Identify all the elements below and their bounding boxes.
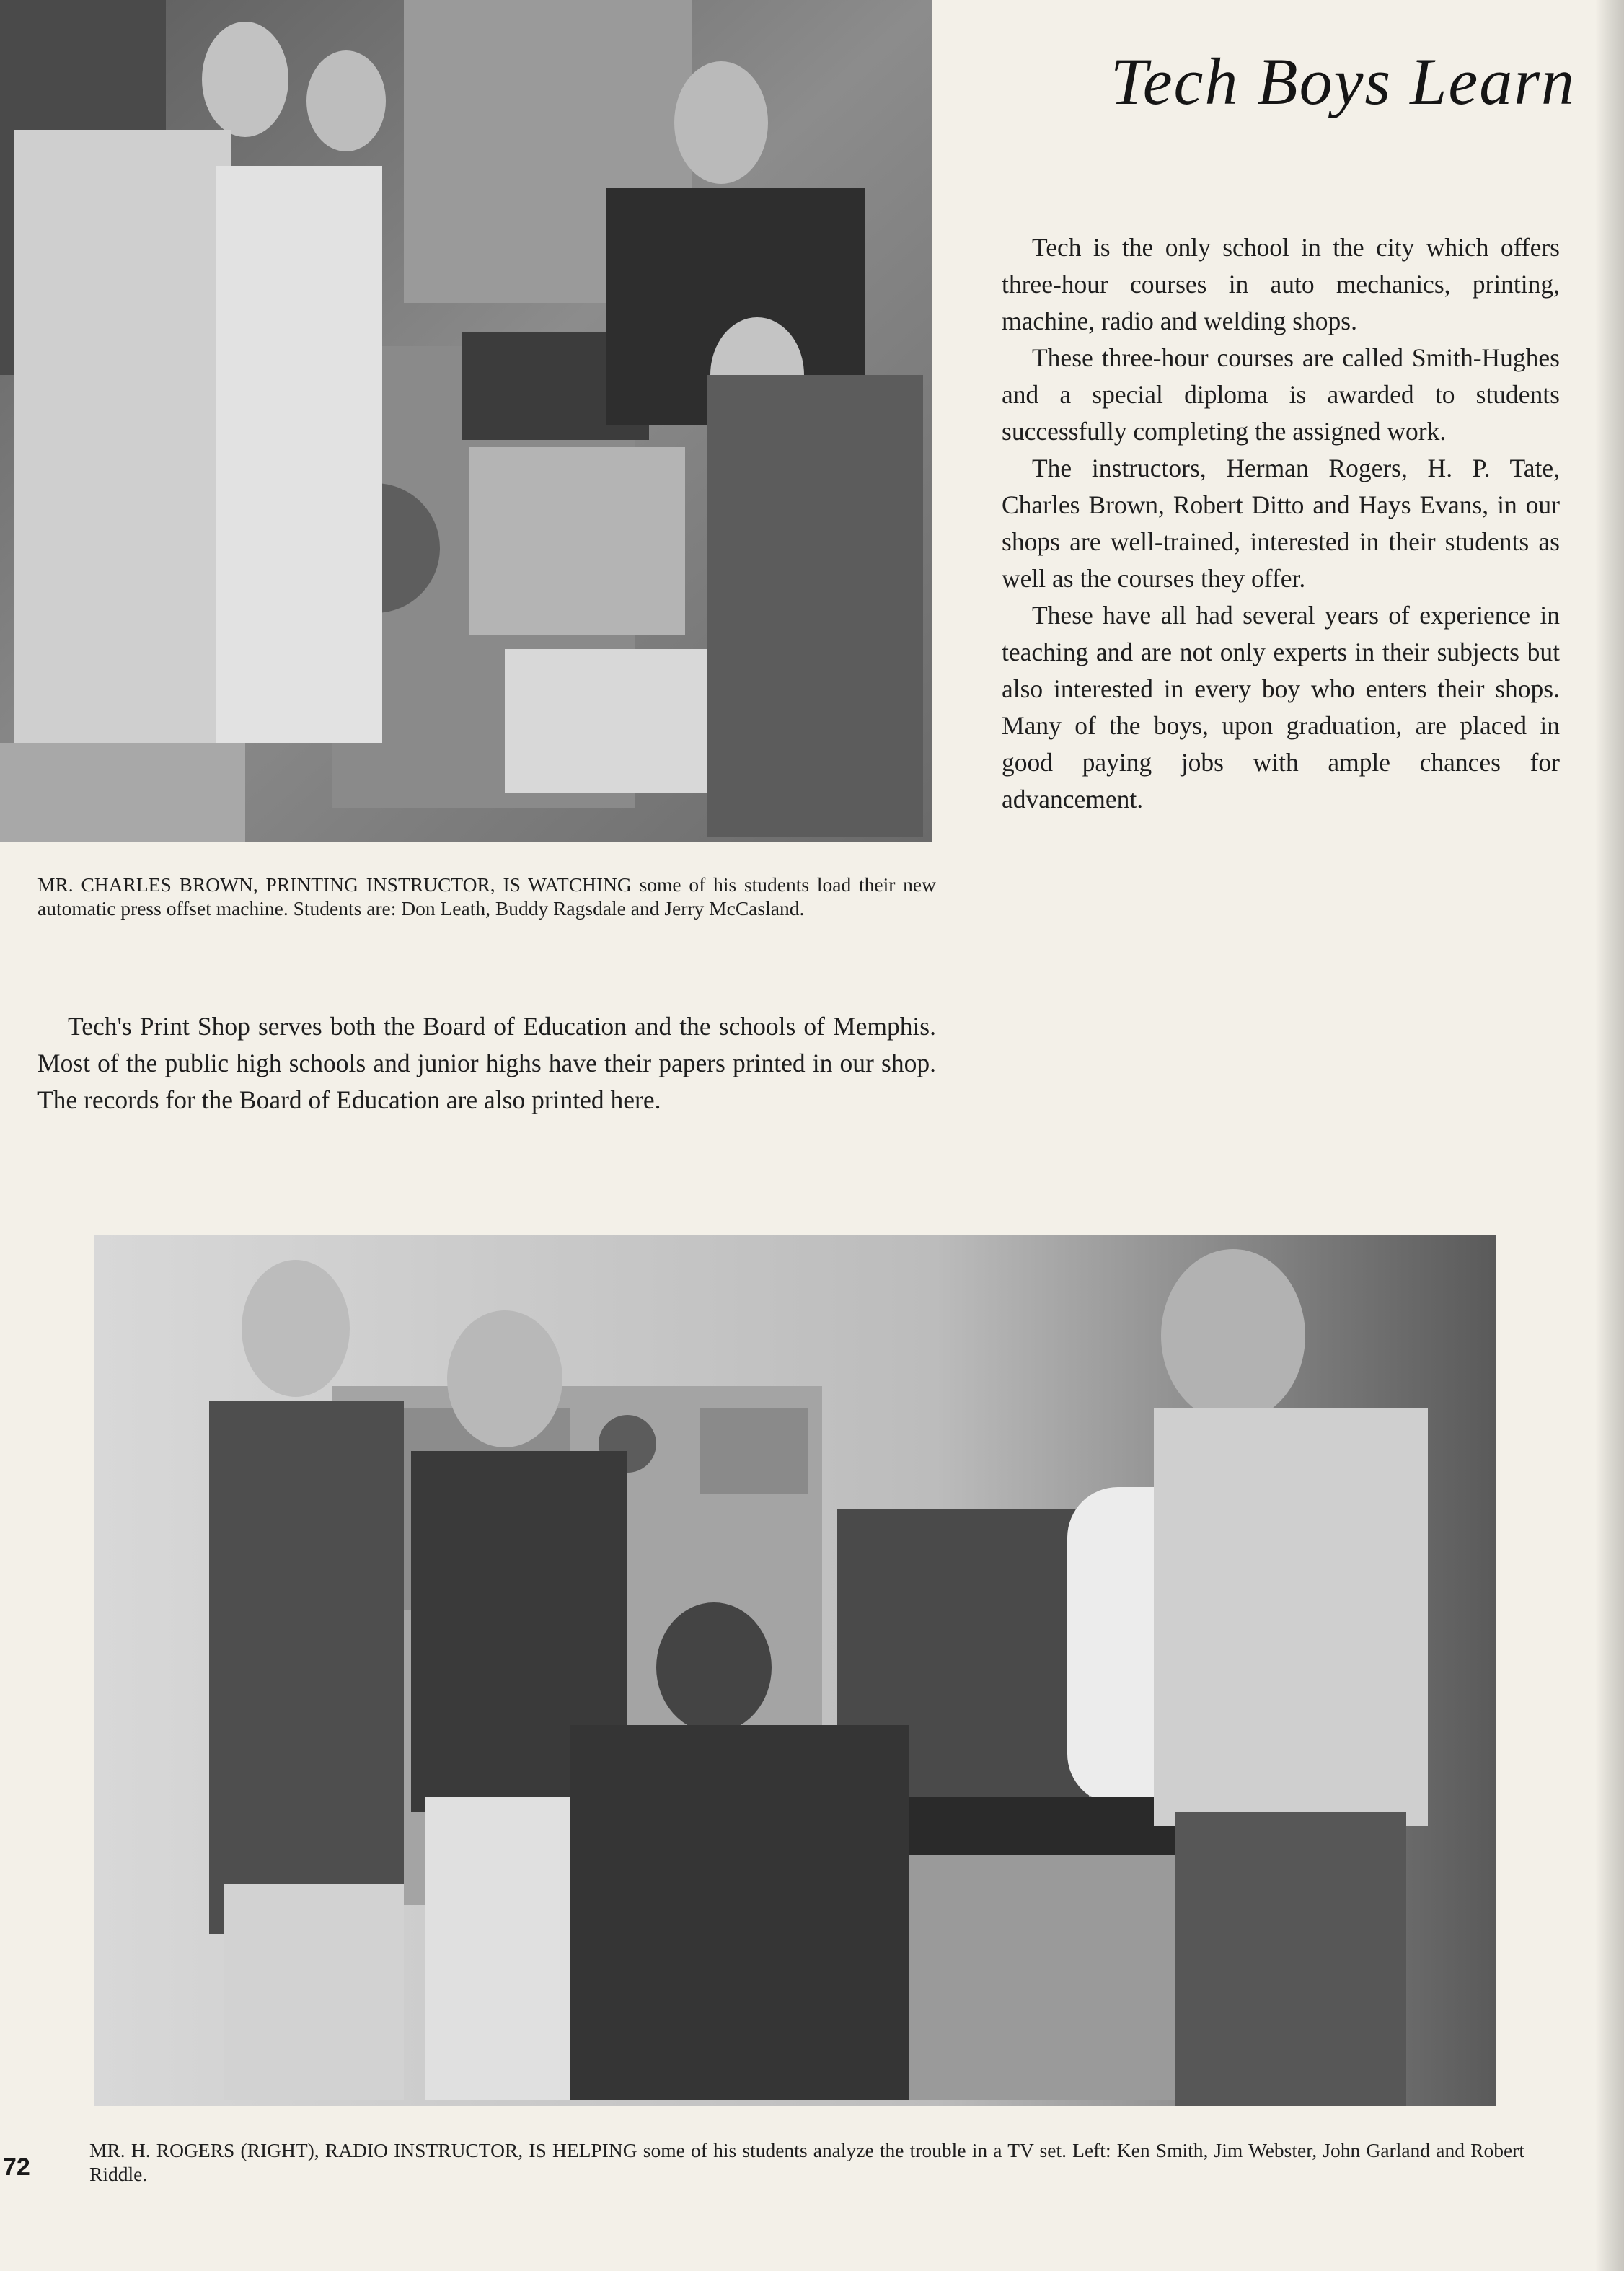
printing-shop-photo bbox=[0, 0, 932, 842]
radio-shop-photo-image bbox=[94, 1235, 1496, 2106]
page-number: 72 bbox=[3, 2153, 30, 2181]
article-paragraph-1: Tech is the only school in the city which offers three-hour courses in auto mechanics, printing, machine, radio and welding shops. bbox=[1002, 233, 1560, 335]
page-title: Tech Boys Learn bbox=[1111, 45, 1576, 118]
article-paragraph-4: These have all had several years of experience in teaching and are not only experts in their subjects but also interested in every boy who enters their shops. Many of the boys, upon graduation, are placed in good paying jobs with ample chances for advancement. bbox=[1002, 601, 1560, 813]
article-paragraph-2: These three-hour courses are called Smith-Hughes and a special diploma is awarded to students successfully completing the assigned work. bbox=[1002, 343, 1560, 446]
article-paragraph-3: The instructors, Herman Rogers, H. P. Tate, Charles Brown, Robert Ditto and Hays Evans, in our shops are well-trained, interested in their students as well as the courses they offer. bbox=[1002, 454, 1560, 593]
radio-shop-photo bbox=[94, 1235, 1496, 2106]
page-curl-shadow bbox=[1595, 0, 1624, 2271]
printing-shop-photo-image bbox=[0, 0, 932, 842]
radio-photo-caption bbox=[89, 2138, 1524, 2186]
printing-photo-caption bbox=[37, 873, 936, 920]
radio-caption-lead: MR. H. ROGERS (RIGHT), RADIO INSTRUCTOR, IS HELPING bbox=[89, 2139, 637, 2161]
article-body bbox=[1002, 229, 1560, 818]
print-shop-text: Tech's Print Shop serves both the Board of Education and the schools of Memphis. Most of the public high schools and junior highs have their papers printed in our shop. The records for the Board of Education are also printed here. bbox=[37, 1012, 936, 1114]
print-shop-paragraph bbox=[37, 1008, 936, 1119]
radio-caption-rest: some of his students analyze the trouble in a TV set. Left: Ken Smith, Jim Webster, John Garland and Robert Riddle. bbox=[89, 2139, 1524, 2185]
printing-caption-rest: some of his students load their new automatic press offset machine. Students are: Don Leath, Buddy Ragsdale and Jerry McCasland. bbox=[37, 873, 936, 920]
printing-caption-lead: MR. CHARLES BROWN, PRINTING INSTRUCTOR, IS WATCHING bbox=[37, 873, 632, 896]
